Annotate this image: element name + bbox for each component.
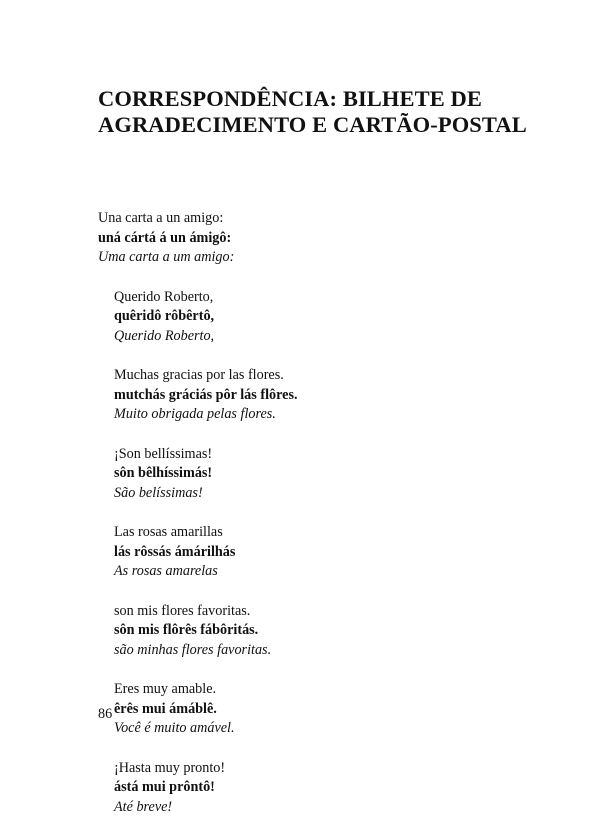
- phrase-block: [114, 523, 518, 582]
- portuguese-translation: Querido Roberto,: [114, 327, 215, 344]
- portuguese-translation: são minhas flores favoritas.: [114, 641, 272, 658]
- page-number: 86: [98, 706, 113, 722]
- spanish-phrase: son mis flores favoritas.: [114, 602, 251, 619]
- phrase-block: [114, 288, 518, 347]
- portuguese-translation: Você é muito amável.: [114, 720, 235, 736]
- spanish-phrase: Eres muy amable.: [114, 681, 217, 697]
- phrase-block: [114, 680, 518, 739]
- pronunciation-guide: uná cártá á un ámigô:: [98, 229, 232, 246]
- spanish-phrase: Las rosas amarillas: [114, 524, 223, 540]
- phrase-block-greeting-intro: [98, 209, 518, 268]
- pronunciation-guide: sôn mis flôrês fábôritás.: [114, 622, 259, 638]
- pronunciation-guide: quêridô rôbêrtô,: [114, 308, 215, 324]
- title-line-1: CORRESPONDÊNCIA: BILHETE DE: [98, 86, 483, 111]
- portuguese-translation: Muito obrigada pelas flores.: [114, 406, 276, 422]
- pronunciation-guide: sôn bêlhíssimás!: [114, 465, 213, 481]
- phrase-block: [114, 366, 518, 425]
- title-line-2: AGRADECIMENTO E CARTÃO-POSTAL: [98, 112, 527, 137]
- phrase-block: [114, 445, 518, 504]
- portuguese-translation: Até breve!: [114, 798, 173, 815]
- letter-content: [98, 209, 518, 837]
- pronunciation-guide: êrês mui ámáblê.: [114, 700, 217, 717]
- pronunciation-guide: ástá mui prôntô!: [114, 779, 215, 795]
- spanish-phrase: ¡Son bellíssimas!: [114, 445, 213, 462]
- page-title: [98, 86, 558, 138]
- spanish-phrase: Querido Roberto,: [114, 288, 214, 305]
- portuguese-translation: São belíssimas!: [114, 484, 203, 501]
- phrase-block: [114, 759, 518, 818]
- portuguese-translation: As rosas amarelas: [114, 563, 218, 579]
- pronunciation-guide: lás rôssás ámárilhás: [114, 543, 236, 560]
- spanish-phrase: Una carta a un amigo:: [98, 210, 224, 226]
- phrase-block: [114, 602, 518, 661]
- pronunciation-guide: mutchás gráciás pôr lás flôres.: [114, 386, 298, 403]
- spanish-phrase: ¡Hasta muy pronto!: [114, 759, 226, 776]
- portuguese-translation: Uma carta a um amigo:: [98, 249, 235, 265]
- spanish-phrase: Muchas gracias por las flores.: [114, 367, 284, 383]
